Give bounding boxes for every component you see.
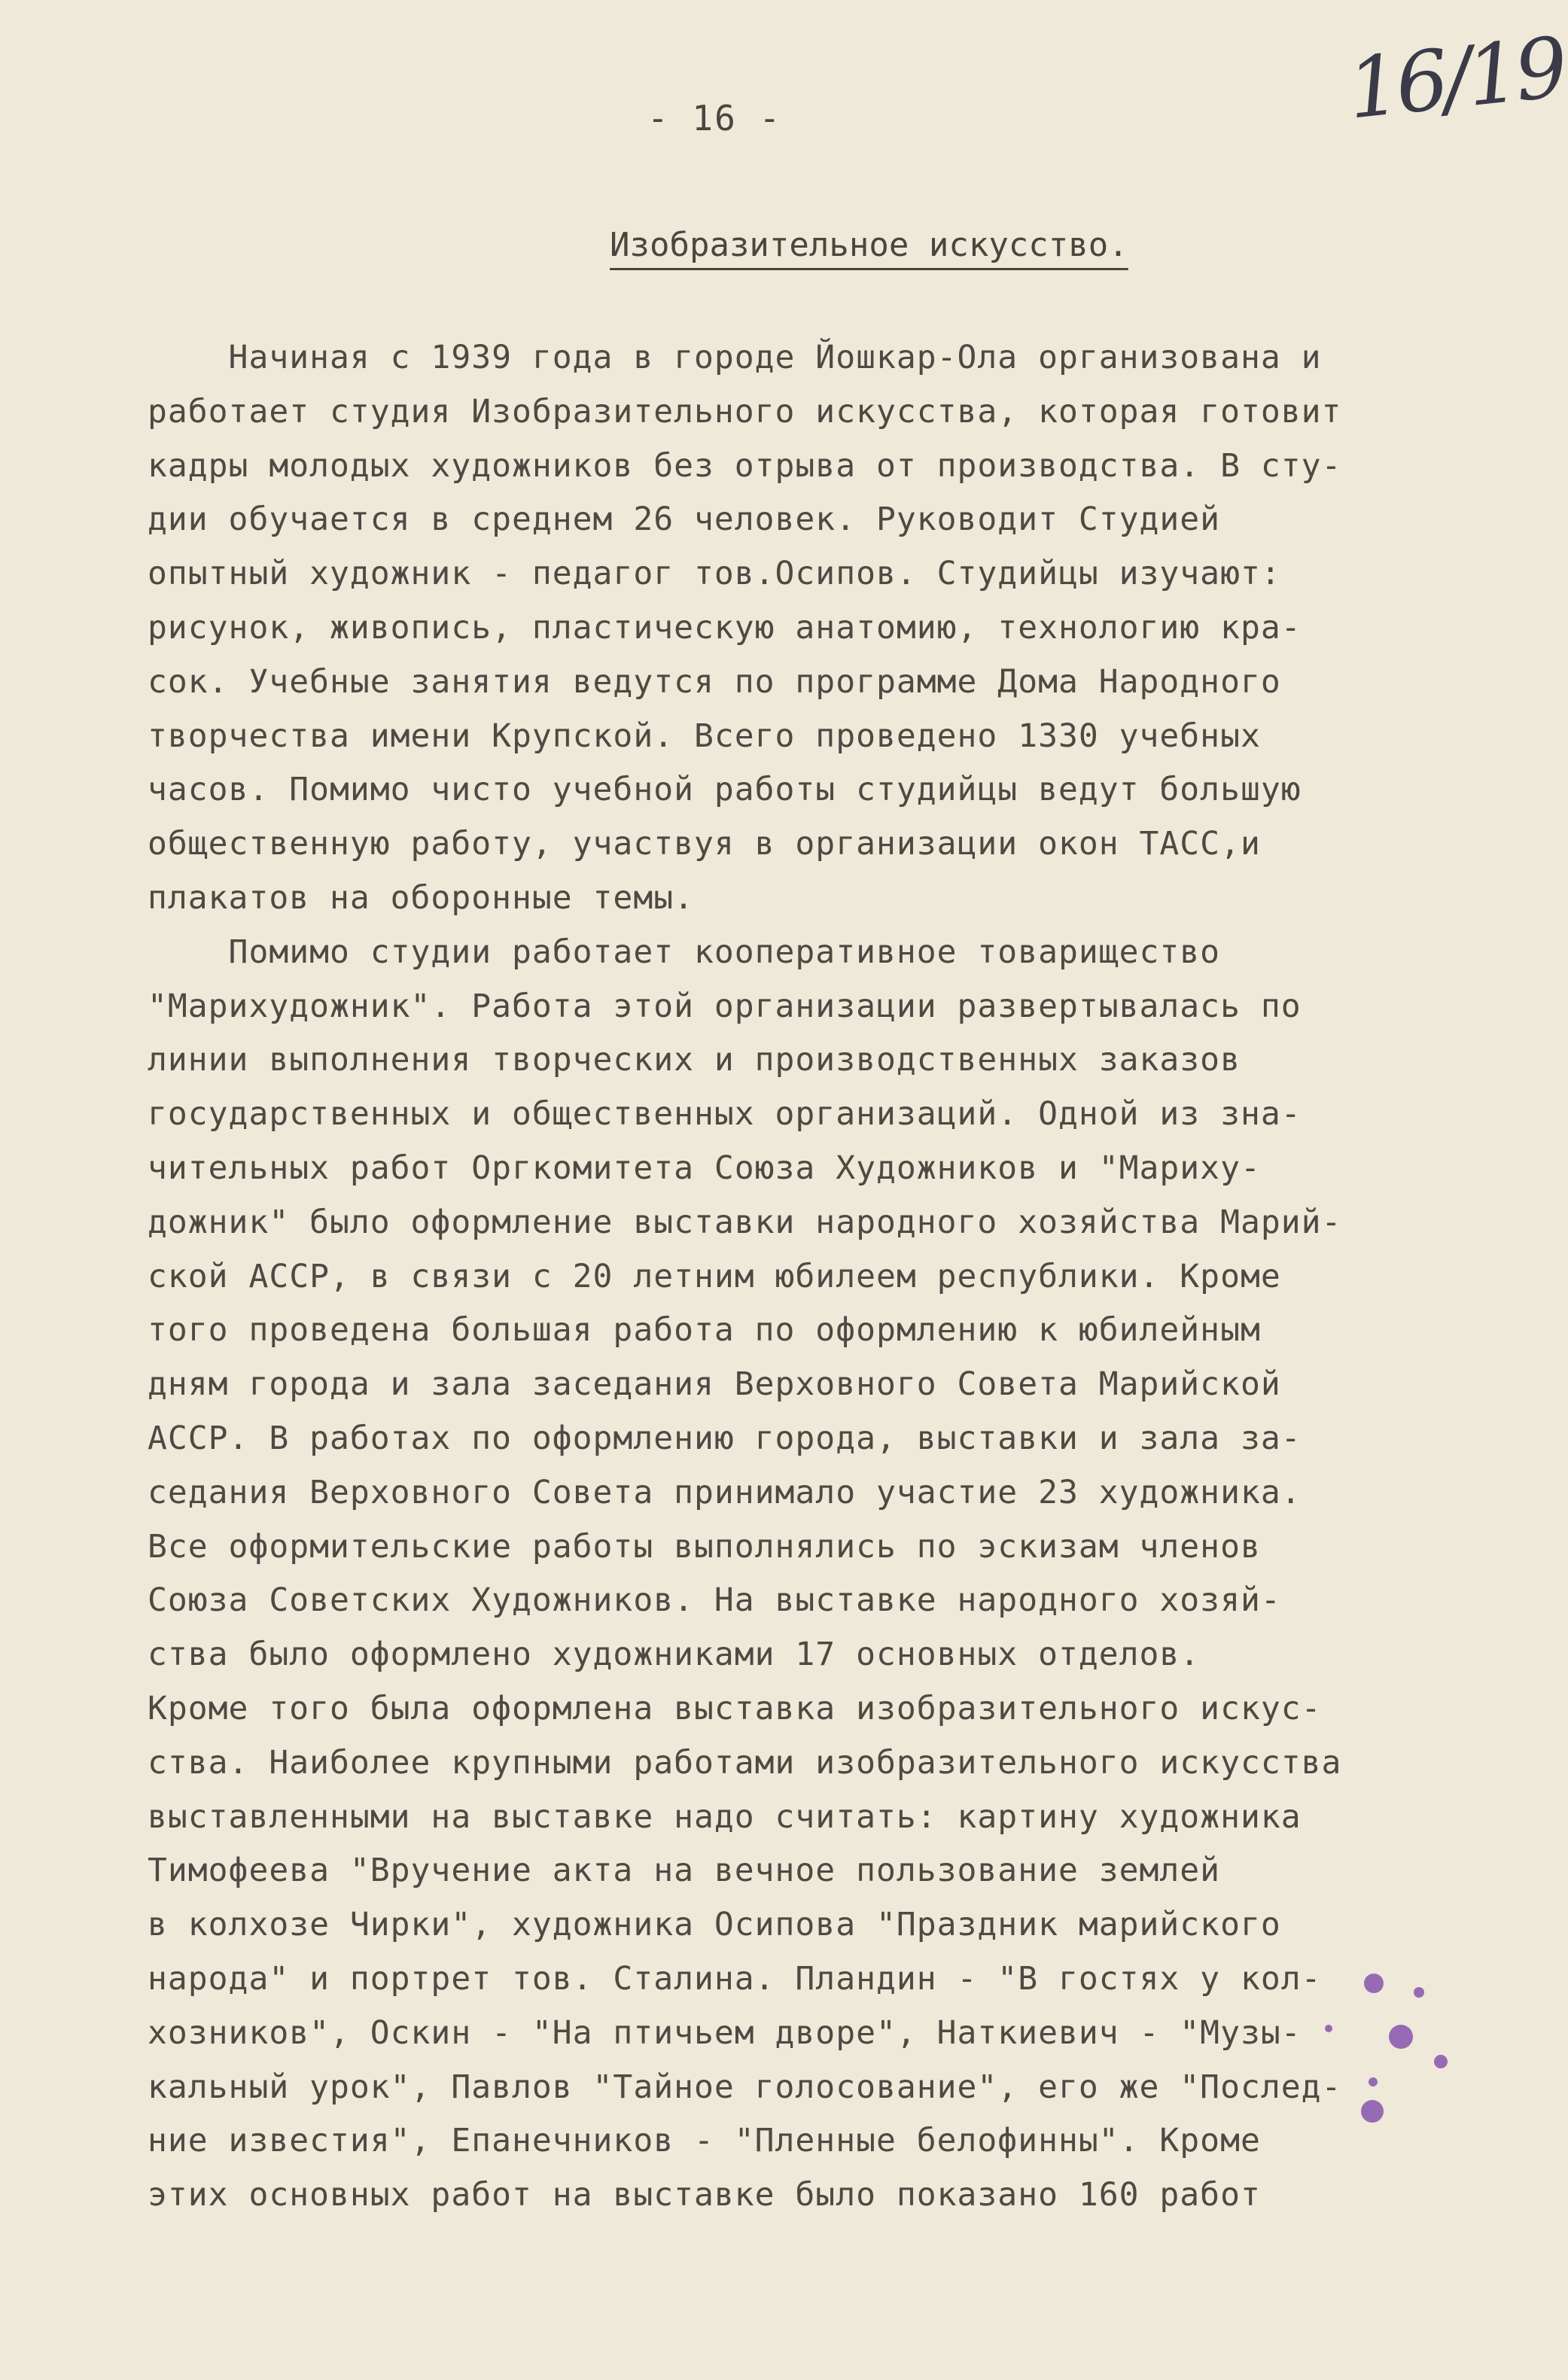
text-line: Тимофеева "Вручение акта на вечное пользование землей	[148, 1852, 1221, 1890]
text-line: рисунок, живопись, пластическую анатомию, технологию кра-	[148, 608, 1302, 647]
text-line: "Марихудожник". Работа этой организации развертывалась по	[148, 987, 1302, 1025]
text-line: выставленными на выставке надо считать: картину художника	[148, 1797, 1302, 1836]
text-line: общественную работу, участвуя в организации окон ТАСС,и	[148, 825, 1261, 863]
text-line: Все оформительские работы выполнялись по эскизам членов	[148, 1527, 1261, 1566]
body-text	[148, 331, 1495, 2223]
text-line: работает студия Изобразительного искусства, которая готовит	[148, 392, 1342, 431]
text-line: дням города и зала заседания Верховного Совета Марийской	[148, 1365, 1281, 1404]
archive-folio-number: 16/19	[1343, 19, 1568, 138]
ink-stain	[1414, 1987, 1424, 1998]
ink-stain	[1434, 2055, 1448, 2068]
text-line: государственных и общественных организаций. Одной из зна-	[148, 1095, 1302, 1134]
section-title: Изобразительное искусство.	[610, 226, 1128, 264]
text-line: опытный художник - педагог тов.Осипов. Студийцы изучают:	[148, 555, 1281, 593]
text-line: того проведена большая работа по оформлению к юбилейным	[148, 1311, 1261, 1350]
ink-stain	[1325, 2025, 1332, 2032]
text-line: кадры молодых художников без отрыва от производства. В сту-	[148, 446, 1342, 485]
text-line: линии выполнения творческих и производственных заказов	[148, 1041, 1241, 1079]
ink-stain	[1361, 2100, 1384, 2123]
text-line: часов. Помимо чисто учебной работы студийцы ведут большую	[148, 771, 1302, 809]
text-line: ние известия", Епанечников - "Пленные белофинны". Кроме	[148, 2122, 1261, 2160]
text-line: в колхозе Чирки", художника Осипова "Праздник марийского	[148, 1906, 1281, 1944]
text-line: седания Верховного Совета принимало участие 23 художника.	[148, 1473, 1302, 1511]
text-line: дожник" было оформление выставки народного хозяйства Марий-	[148, 1203, 1342, 1241]
text-line: Начиная с 1939 года в городе Йошкар-Ола организована и	[148, 339, 1322, 376]
page-number: - 16 -	[647, 98, 782, 138]
text-line: хозников", Оскин - "На птичьем дворе", Наткиевич - "Музы-	[148, 2013, 1302, 2052]
text-line: творчества имени Крупской. Всего проведено 1330 учебных	[148, 717, 1261, 755]
text-line: Помимо студии работает кооперативное товарищество	[148, 933, 1221, 971]
text-line: ской АССР, в связи с 20 летним юбилеем республики. Кроме	[148, 1257, 1281, 1295]
ink-stain	[1389, 2025, 1413, 2049]
text-line: кальный урок", Павлов "Тайное голосование", его же "Послед-	[148, 2068, 1342, 2106]
text-line: АССР. В работах по оформлению города, выставки и зала за-	[148, 1419, 1302, 1457]
text-line: дии обучается в среднем 26 человек. Руководит Студией	[148, 501, 1221, 539]
text-line: Союза Советских Художников. На выставке народного хозяй-	[148, 1581, 1281, 1620]
text-line: Кроме того была оформлена выставка изобразительного искус-	[148, 1689, 1322, 1727]
ink-stain	[1369, 2077, 1378, 2086]
text-line: плакатов на оборонные темы.	[148, 878, 694, 917]
text-line: народа" и портрет тов. Сталина. Пландин - "В гостях у кол-	[148, 1959, 1322, 1998]
text-line: этих основных работ на выставке было показано 160 работ	[148, 2176, 1261, 2214]
text-line: сок. Учебные занятия ведутся по программе Дома Народного	[148, 662, 1281, 701]
text-line: ства было оформлено художниками 17 основных отделов.	[148, 1636, 1201, 1674]
text-line: ства. Наиболее крупными работами изобразительного искусства	[148, 1743, 1342, 1782]
ink-stain	[1364, 1974, 1384, 1993]
text-line: чительных работ Оргкомитета Союза Художников и "Мариху-	[148, 1149, 1261, 1187]
